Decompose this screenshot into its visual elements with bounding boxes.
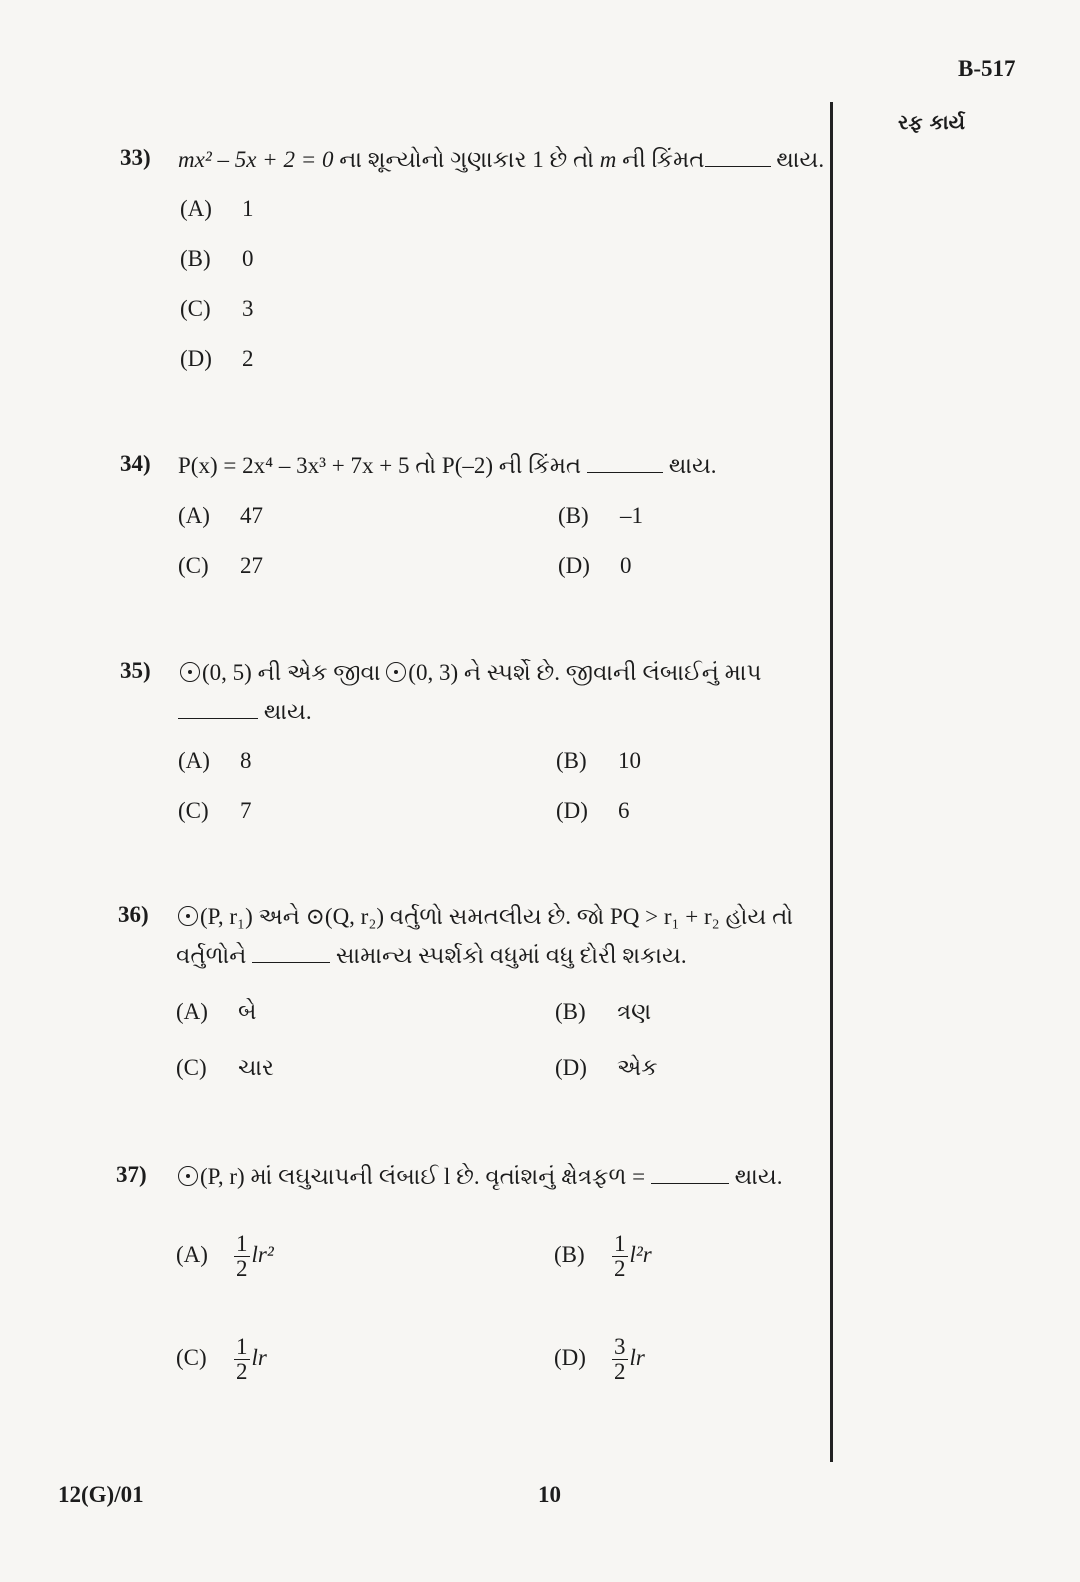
question-33-text (178, 145, 824, 175)
variable: m (599, 147, 617, 172)
fraction: $\frac{3}{2}$ (614, 1334, 626, 1384)
option-d: (D) $\frac{3}{2}$ lr (554, 1334, 645, 1384)
question-text: P(x) = 2x⁴ – 3x³ + 7x + 5 તો P(–2) ની કિંમત (178, 453, 582, 478)
question-35-line-1 (180, 658, 761, 688)
question-text: થાય. (258, 699, 312, 724)
question-text: (0, 3) ને સ્પર્શે છે. જીવાની લંબાઈનું માપ (408, 660, 762, 685)
option-c: (C) $\frac{1}{2}$ lr (176, 1334, 267, 1384)
paper-series: 12(G)/01 (58, 1482, 144, 1507)
question-text: થાય. (770, 147, 825, 172)
question-text: ની કિંમત (616, 147, 705, 172)
fraction: $\frac{1}{2}$ (236, 1334, 248, 1384)
option-a: (A) બે (176, 999, 257, 1024)
answer-blank (705, 146, 771, 167)
question-text: (P, r₁) અને ⊙(Q, r₂) વર્તુળો સમતલીય છે. જો PQ > r₁ + r₂ હોય તો (200, 904, 794, 929)
answer-blank (252, 942, 330, 963)
option-d: (D) 6 (556, 798, 630, 823)
fraction: $\frac{1}{2}$ (236, 1231, 248, 1281)
question-text: ના શૂન્યોનો ગુણાકાર 1 છે તો (333, 147, 600, 172)
question-number: 35) (120, 658, 151, 683)
option-a: (A) 47 (178, 503, 263, 528)
question-number: 36) (118, 902, 149, 927)
question-text: થાય. (662, 453, 717, 478)
option-c: (C) 3 (180, 296, 254, 321)
option-b: (B) –1 (558, 503, 643, 528)
question-text: (0, 5) ની એક જીવા (202, 660, 387, 685)
option-c: (C) 7 (178, 798, 252, 823)
question-text: સામાન્ય સ્પર્શકો વધુમાં વધુ દોરી શકાય. (330, 943, 687, 968)
circle-symbol-icon (386, 662, 406, 682)
answer-blank (587, 452, 663, 473)
option-c: (C) 27 (178, 553, 263, 578)
option-c: (C) ચાર (176, 1055, 274, 1080)
question-number: 34) (120, 451, 151, 476)
answer-blank (178, 698, 258, 719)
paper-code: B-517 (958, 56, 1016, 81)
question-text: થાય. (728, 1164, 783, 1189)
option-b: (B) ત્રણ (555, 999, 652, 1024)
option-a: (A) 8 (178, 748, 252, 773)
question-text: (P, r) માં લઘુચાપની લંબાઈ l છે. વૃતાંશનું ક્ષેત્રફળ = (200, 1164, 646, 1189)
circle-symbol-icon (180, 662, 200, 682)
equation: mx² – 5x + 2 = 0 (178, 147, 334, 172)
option-b: (B) $\frac{1}{2}$ l²r (554, 1231, 652, 1281)
fraction: $\frac{1}{2}$ (614, 1231, 626, 1281)
question-number: 37) (116, 1162, 147, 1187)
question-36-line-1 (178, 902, 793, 932)
option-a: (A) 1 (180, 196, 254, 221)
option-d: (D) 2 (180, 346, 254, 371)
question-number: 33) (120, 145, 151, 170)
margin-divider (830, 102, 833, 1462)
circle-symbol-icon (178, 906, 198, 926)
option-d: (D) 0 (558, 553, 632, 578)
question-35-line-2 (178, 697, 312, 727)
question-37-text (178, 1162, 782, 1192)
option-b: (B) 0 (180, 246, 254, 271)
question-36-line-2 (176, 941, 687, 971)
answer-blank (651, 1163, 729, 1184)
page-number: 10 (538, 1482, 561, 1507)
question-34-text (178, 451, 717, 481)
rough-work-label: રફ કાર્ય (898, 110, 965, 134)
option-b: (B) 10 (556, 748, 641, 773)
option-d: (D) એક (555, 1055, 658, 1080)
option-a: (A) $\frac{1}{2}$ lr² (176, 1231, 274, 1281)
question-text: વર્તુળોને (176, 943, 253, 968)
circle-symbol-icon (178, 1166, 198, 1186)
